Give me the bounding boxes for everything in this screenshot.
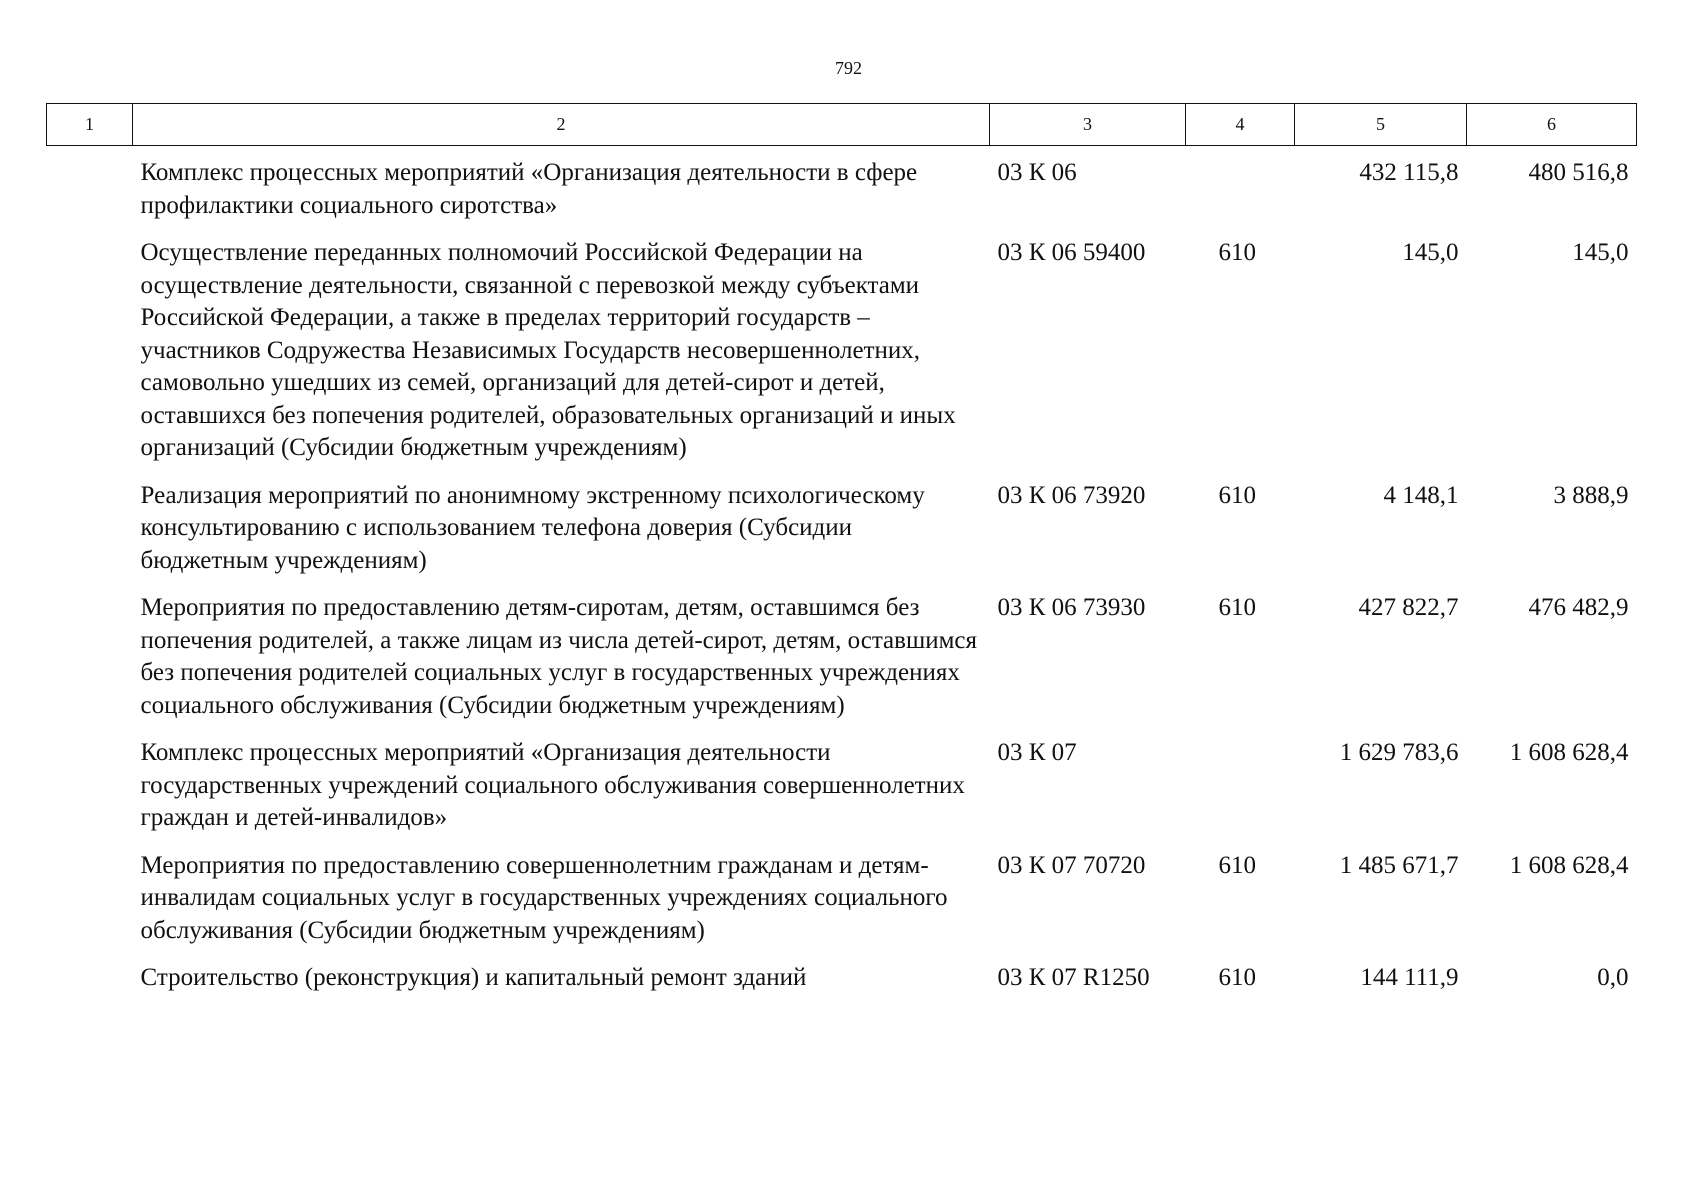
column-header-3: 3 (990, 104, 1186, 146)
row-sum-1: 144 111,9 (1360, 964, 1459, 991)
row-code (47, 146, 133, 238)
row-csr: 03 К 07 70720 (997, 851, 1146, 879)
table-header (47, 104, 1637, 146)
column-header-5: 5 (1295, 104, 1467, 146)
table-row (47, 480, 1637, 593)
row-name: Комплекс процессных мероприятий «Организация деятельности в сфере профилактики социального сиротства» (140, 159, 918, 219)
row-csr: 03 К 06 73930 (997, 594, 1146, 621)
row-vr (1186, 737, 1295, 850)
row-name: Осуществление переданных полномочий Российской Федерации на осуществление деятельности, связанной с перевозкой между субъектами Российской Федерации, а также в пределах территорий государств – участников Содружества Независимых Государств несовершеннолетних, самовольно ушедших из семей, организаций для детей-сирот и детей, оставшихся без попечения родителей, образовательных организаций и иных организаций (Субсидии бюджетным учреждениям) (140, 239, 956, 461)
row-csr: 03 К 06 73920 (997, 481, 1146, 509)
row-csr: 03 К 07 R1250 (997, 964, 1150, 991)
table-row (47, 737, 1637, 850)
row-vr: 610 (1218, 851, 1256, 879)
header-row (47, 104, 1637, 146)
row-sum-1: 1 485 671,7 (1339, 851, 1459, 879)
row-code (47, 592, 133, 737)
row-vr: 610 (1218, 594, 1256, 621)
row-csr: 03 К 07 (997, 739, 1077, 766)
table-row (47, 237, 1637, 480)
row-code (47, 237, 133, 480)
row-sum-1: 1 629 783,6 (1339, 739, 1459, 766)
table-row (47, 962, 1637, 1010)
row-sum-1: 145,0 (1402, 239, 1459, 266)
row-vr (1186, 146, 1295, 238)
table-row (47, 850, 1637, 963)
row-vr: 610 (1218, 239, 1256, 266)
row-sum-2: 0,0 (1597, 964, 1629, 991)
row-sum-2: 1 608 628,4 (1509, 851, 1629, 879)
row-sum-2: 1 608 628,4 (1509, 739, 1629, 766)
row-code (47, 850, 133, 963)
row-name: Строительство (реконструкция) и капитальный ремонт зданий (140, 964, 807, 991)
table-row (47, 146, 1637, 238)
budget-table (46, 103, 1637, 1010)
column-header-2: 2 (133, 104, 990, 146)
row-code (47, 737, 133, 850)
row-sum-2: 3 888,9 (1553, 481, 1629, 509)
row-sum-1: 432 115,8 (1359, 159, 1459, 186)
column-header-4: 4 (1186, 104, 1295, 146)
row-name: Реализация мероприятий по анонимному экстренному психологическому консультированию с использованием телефона доверия (Субсидии бюджетным учреждениям) (140, 481, 925, 574)
row-sum-1: 4 148,1 (1383, 481, 1459, 509)
row-name: Комплекс процессных мероприятий «Организация деятельности государственных учреждений социального обслуживания совершеннолетних граждан и детей-инвалидов» (140, 739, 965, 831)
row-csr: 03 К 06 (997, 159, 1077, 186)
table-body (47, 146, 1637, 1010)
row-code (47, 962, 133, 1010)
row-name: Мероприятия по предоставлению совершеннолетним гражданам и детям-инвалидам социальных услуг в государственных учреждениях социального обслуживания (Субсидии бюджетным учреждениям) (140, 851, 948, 944)
row-code (47, 480, 133, 593)
column-header-1: 1 (47, 104, 133, 146)
row-name: Мероприятия по предоставлению детям-сиротам, детям, оставшимся без попечения родителей, а также лицам из числа детей-сирот, детям, оставшимся без попечения родителей социальных услуг в государственных учреждениях социального обслуживания (Субсидии бюджетным учреждениям) (140, 594, 977, 719)
table-row (47, 592, 1637, 737)
page-number: 792 (835, 58, 862, 78)
row-sum-2: 480 516,8 (1528, 159, 1629, 186)
row-sum-1: 427 822,7 (1358, 594, 1459, 621)
row-sum-2: 145,0 (1572, 239, 1629, 266)
row-vr: 610 (1218, 964, 1256, 991)
row-vr: 610 (1218, 481, 1256, 509)
row-sum-2: 476 482,9 (1528, 594, 1629, 621)
column-header-6: 6 (1467, 104, 1637, 146)
row-csr: 03 К 06 59400 (997, 239, 1146, 266)
